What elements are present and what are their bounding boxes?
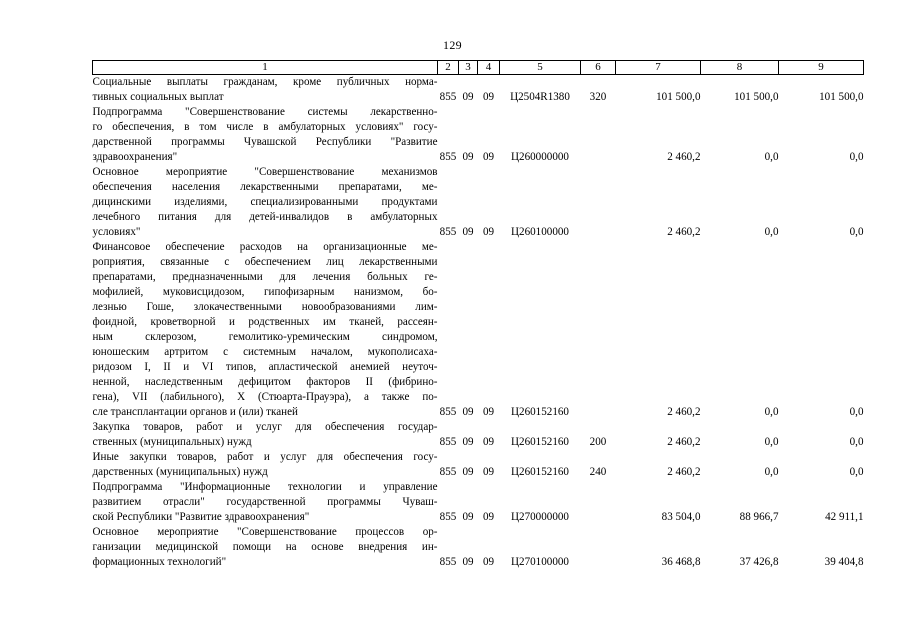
description-line: сле трансплантации органов и (или) тканей [92,406,298,418]
expense-type-code [581,480,616,525]
amount-col9: 0,0 [849,466,864,478]
section-code: 09 [462,556,474,568]
description-line: роприятия, связанные с обеспечением лиц лекарственными [92,256,438,268]
subsection-code: 09 [482,511,495,523]
column-header: 2 [438,61,459,75]
description-line: ным склерозом, гемолитико-уремическим синдромом, [92,331,438,343]
description-line: Основное мероприятие "Совершенствование механизмов [92,166,438,178]
table-header-row [93,61,864,75]
target-article-code: Ц260152160 [511,406,569,418]
description-line: гена), VII (лабильного), X (Стюарта-Прауэра), а также по- [92,391,438,403]
amount-col7: 2 460,2 [667,151,701,163]
description-line: Основное мероприятие "Совершенствование процессов ор- [92,526,438,538]
description-line: го обеспечения, в том числе в амбулаторных условиях" госу- [92,121,438,133]
target-article-code: Ц260100000 [511,226,569,238]
section-code: 09 [462,226,474,238]
subsection-code: 09 [482,406,495,418]
ministry-code: 855 [439,91,457,103]
target-article-code: Ц260000000 [511,151,569,163]
description-line: Финансовое обеспечение расходов на организационные ме- [92,241,438,253]
amount-col8: 0,0 [764,406,779,418]
column-header: 9 [779,61,864,75]
expense-type-code [581,165,616,240]
ministry-code: 855 [439,226,457,238]
description-line: дарственных (муниципальных) нужд [92,466,268,478]
amount-col9: 39 404,8 [824,556,864,568]
description-line: развитием отрасли" государственной программы Чуваш- [92,496,438,508]
table-row [93,240,864,420]
description-line: лечебного питания для детей-инвалидов в амбулаторных [92,211,438,223]
row-description [93,480,438,525]
table-row [93,75,864,106]
amount-col7: 2 460,2 [667,466,701,478]
description-line: ственных (муниципальных) нужд [92,436,252,448]
budget-table [92,60,864,570]
target-article-code: Ц260152160 [511,466,569,478]
table-row [93,480,864,525]
amount-col8: 101 500,0 [734,91,779,103]
amount-col8: 0,0 [764,436,779,448]
row-description [93,240,438,420]
amount-col8: 0,0 [764,466,779,478]
subsection-code: 09 [482,151,495,163]
ministry-code: 855 [439,406,457,418]
description-line: Социальные выплаты гражданам, кроме публичных норма- [92,76,438,88]
description-line: мофилией, муковисцидозом, гипофизарным нанизмом, бо- [92,286,438,298]
row-description [93,450,438,480]
amount-col9: 101 500,0 [819,91,864,103]
subsection-code: 09 [482,436,495,448]
target-article-code: Ц260152160 [511,436,569,448]
amount-col9: 42 911,1 [825,511,864,523]
section-code: 09 [462,436,474,448]
row-description [93,105,438,165]
description-line: лезнью Гоше, злокачественными новообразованиями лим- [92,301,438,313]
target-article-code: Ц270100000 [511,556,569,568]
section-code: 09 [462,466,474,478]
section-code: 09 [462,511,474,523]
description-line: ганизации медицинской помощи на основе внедрения ин- [92,541,438,553]
description-line: условиях" [92,226,141,238]
expense-type-code [581,525,616,570]
description-line: Подпрограмма "Совершенствование системы лекарственно- [92,106,438,118]
column-header: 6 [581,61,616,75]
amount-col9: 0,0 [849,226,864,238]
ministry-code: 855 [439,151,457,163]
table-row [93,450,864,480]
section-code: 09 [462,406,474,418]
subsection-code: 09 [482,466,495,478]
column-header: 1 [93,61,438,75]
expense-type-code [581,240,616,420]
amount-col9: 0,0 [849,406,864,418]
column-header: 4 [478,61,500,75]
table-row [93,420,864,450]
row-description [93,75,438,106]
column-header: 5 [500,61,581,75]
expense-type-code: 240 [589,466,607,478]
amount-col9: 0,0 [849,151,864,163]
description-line: Подпрограмма "Информационные технологии и управление [92,481,438,493]
row-description [93,420,438,450]
column-header: 8 [701,61,779,75]
expense-type-code [581,105,616,165]
table-body [93,75,864,571]
table-row [93,105,864,165]
description-line: фоидной, кроветворной и родственных им тканей, рассеян- [92,316,438,328]
description-line: обеспечения населения лекарственными препаратами, ме- [92,181,438,193]
amount-col7: 83 504,0 [661,511,701,523]
ministry-code: 855 [439,511,457,523]
description-line: ридозом I, II и VI типов, апластической анемией неуточ- [92,361,438,373]
expense-type-code: 200 [589,436,607,448]
description-line: тивных социальных выплат [92,91,224,103]
ministry-code: 855 [439,556,457,568]
table-row [93,165,864,240]
column-header: 3 [459,61,478,75]
description-line: здравоохранения" [92,151,178,163]
description-line: Иные закупки товаров, работ и услуг для обеспечения госу- [92,451,438,463]
amount-col9: 0,0 [849,436,864,448]
description-line: формационных технологий" [92,556,227,568]
amount-col7: 101 500,0 [656,91,701,103]
description-line: дарственной программы Чувашской Республики "Развитие [92,136,438,148]
subsection-code: 09 [482,556,495,568]
amount-col8: 0,0 [764,226,779,238]
amount-col8: 0,0 [764,151,779,163]
row-description [93,165,438,240]
ministry-code: 855 [439,466,457,478]
description-line: дицинскими изделиями, специализированными продуктами [92,196,438,208]
amount-col7: 2 460,2 [667,436,701,448]
target-article-code: Ц2504R1380 [510,91,570,103]
amount-col8: 88 966,7 [739,511,779,523]
subsection-code: 09 [482,226,495,238]
table-row [93,525,864,570]
subsection-code: 09 [482,91,495,103]
description-line: юношеским артритом с системным началом, мукополисаха- [92,346,438,358]
page-number: 129 [443,38,462,52]
section-code: 09 [462,151,474,163]
target-article-code: Ц270000000 [511,511,569,523]
expense-type-code: 320 [589,91,607,103]
row-description [93,525,438,570]
amount-col7: 2 460,2 [667,406,701,418]
ministry-code: 855 [439,436,457,448]
description-line: Закупка товаров, работ и услуг для обеспечения государ- [92,421,438,433]
description-line: ской Республики "Развитие здравоохранения" [92,511,310,523]
amount-col7: 2 460,2 [667,226,701,238]
description-line: ненной, наследственным дефицитом факторов II (фибрино- [92,376,438,388]
amount-col8: 37 426,8 [739,556,779,568]
amount-col7: 36 468,8 [661,556,701,568]
description-line: препаратами, предназначенными для лечения больных ге- [92,271,438,283]
column-header: 7 [616,61,701,75]
section-code: 09 [462,91,474,103]
